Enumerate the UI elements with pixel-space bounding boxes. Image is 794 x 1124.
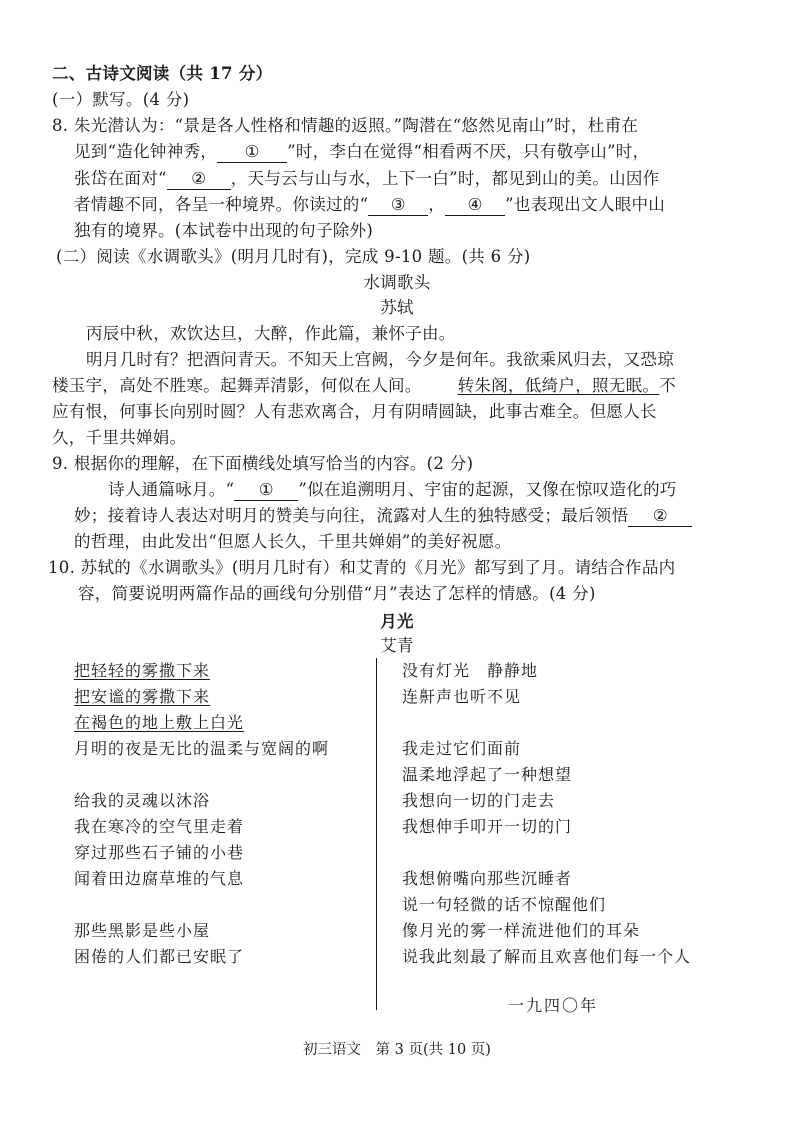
poem1-author: 苏轼 bbox=[380, 298, 414, 317]
poem2-line: 给我的灵魂以沐浴 bbox=[74, 791, 211, 810]
poem1-p1: 明月几时有？把酒问青天。不知天上宫阙，今夕是何年。我欲乘风归去，又恐琼 bbox=[86, 350, 674, 369]
poem1-preface: 丙辰中秋，欢饮达旦，大醉，作此篇，兼怀子由。 bbox=[86, 324, 456, 343]
q9-blank-1: ① bbox=[234, 480, 298, 501]
column-divider bbox=[376, 658, 377, 1010]
poem1-title: 水调歌头 bbox=[363, 273, 431, 292]
q9-line3: 妙；接着诗人表达对明月的赞美与向往，流露对人生的独特感受；最后领悟 ② bbox=[74, 504, 692, 528]
q8-blank-1: ① bbox=[217, 142, 287, 163]
poem2-line: 我在寒冷的空气里走着 bbox=[74, 817, 245, 836]
poem1-p2: 楼玉宇，高处不胜寒。起舞弄清影，何似在人间。 转朱阁，低绮户，照无眠。不 bbox=[52, 376, 677, 395]
poem2-left-column bbox=[74, 658, 329, 970]
poem2-line: 在褐色的地上敷上白光 bbox=[74, 713, 245, 732]
poem2-line: 那些黑影是些小屋 bbox=[74, 921, 211, 940]
q8-line3: 张岱在面对“ ② ，天与云与山与水，上下一白”时，都见到山的美。山因作 bbox=[74, 169, 660, 188]
q9-line4: 的哲理，由此发出“但愿人长久，千里共婵娟”的美好祝愿。 bbox=[74, 532, 512, 551]
poem1-p4: 久，千里共婵娟。 bbox=[52, 428, 187, 447]
q8-line1: 8. 朱光潜认为：“景是各人性格和情趣的返照。”陶潜在“悠然见南山”时，杜甫在 bbox=[52, 116, 639, 135]
poem2-line: 我想伸手叩开一切的门 bbox=[402, 817, 573, 836]
part1-title: (一）默写。(4 分) bbox=[52, 90, 190, 109]
q8-line5: 独有的境界。(本试卷中出现的句子除外) bbox=[74, 221, 374, 240]
q9-line1: 9. 根据你的理解，在下面横线处填写恰当的内容。(2 分) bbox=[52, 454, 474, 473]
poem2-line: 我走过它们面前 bbox=[402, 739, 522, 758]
poem2-line: 闻着田边腐草堆的气息 bbox=[74, 869, 245, 888]
poem2-line: 像月光的雾一样流进他们的耳朵 bbox=[402, 921, 641, 940]
q8-blank-3: ③ bbox=[368, 195, 428, 216]
poem2-line: 我想俯嘴向那些沉睡者 bbox=[402, 869, 573, 888]
q8-line4: 者情趣不同，各呈一种境界。你读过的“ ③ ， ④ ”也表现出文人眼中山 bbox=[74, 195, 666, 214]
poem2-date: 一九四〇年 bbox=[508, 996, 599, 1015]
page-footer: 初三语文 第 3 页(共 10 页) bbox=[303, 1042, 491, 1058]
section-heading: 二、古诗文阅读（共 17 分） bbox=[52, 64, 273, 83]
poem2-line: 没有灯光 静静地 bbox=[402, 661, 539, 680]
poem1-p3: 应有恨，何事长向别时圆？人有悲欢离合，月有阴晴圆缺，此事古难全。但愿人长 bbox=[52, 402, 657, 421]
poem2-line: 穿过那些石子铺的小巷 bbox=[74, 843, 245, 862]
poem2-line: 温柔地浮起了一种想望 bbox=[402, 765, 573, 784]
poem2-line: 把轻轻的雾撒下来 bbox=[74, 661, 211, 680]
poem2-line: 说我此刻最了解而且欢喜他们每一个人 bbox=[402, 947, 692, 966]
poem2-line: 我想向一切的门走去 bbox=[402, 791, 556, 810]
q10-line2: 容，简要说明两篇作品的画线句分别借“月”表达了怎样的情感。(4 分) bbox=[78, 584, 596, 603]
part2-title: (二）阅读《水调歌头》(明月几时有)，完成 9-10 题。(共 6 分) bbox=[56, 247, 531, 266]
poem2-line: 困倦的人们都已安眠了 bbox=[74, 947, 245, 966]
poem2-line: 说一句轻微的话不惊醒他们 bbox=[402, 895, 607, 914]
q9-line2: 诗人通篇咏月。“ ① ”似在追溯明月、宇宙的起源，又像在惊叹造化的巧 bbox=[108, 480, 677, 499]
q10-line1: 10. 苏轼的《水调歌头》(明月几时有）和艾青的《月光》都写到了月。请结合作品内 bbox=[48, 558, 676, 577]
poem1-underlined-line: 转朱阁，低绮户，照无眠。 bbox=[457, 376, 660, 395]
poem2-line: 月明的夜是无比的温柔与宽阔的啊 bbox=[74, 739, 330, 758]
poem2-title: 月光 bbox=[380, 612, 414, 631]
poem2-author: 艾青 bbox=[380, 636, 414, 655]
q8-blank-4: ④ bbox=[445, 195, 505, 216]
poem2-line: 连鼾声也听不见 bbox=[402, 687, 522, 706]
q8-line2: 见到“造化钟神秀， ① ”时，李白在觉得“相看两不厌，只有敬亭山”时， bbox=[74, 142, 650, 161]
q8-blank-2: ② bbox=[167, 169, 231, 190]
poem2-right-column bbox=[402, 658, 691, 970]
q9-blank-2: ② bbox=[628, 506, 692, 527]
poem2-line: 把安谧的雾撒下来 bbox=[74, 687, 211, 706]
